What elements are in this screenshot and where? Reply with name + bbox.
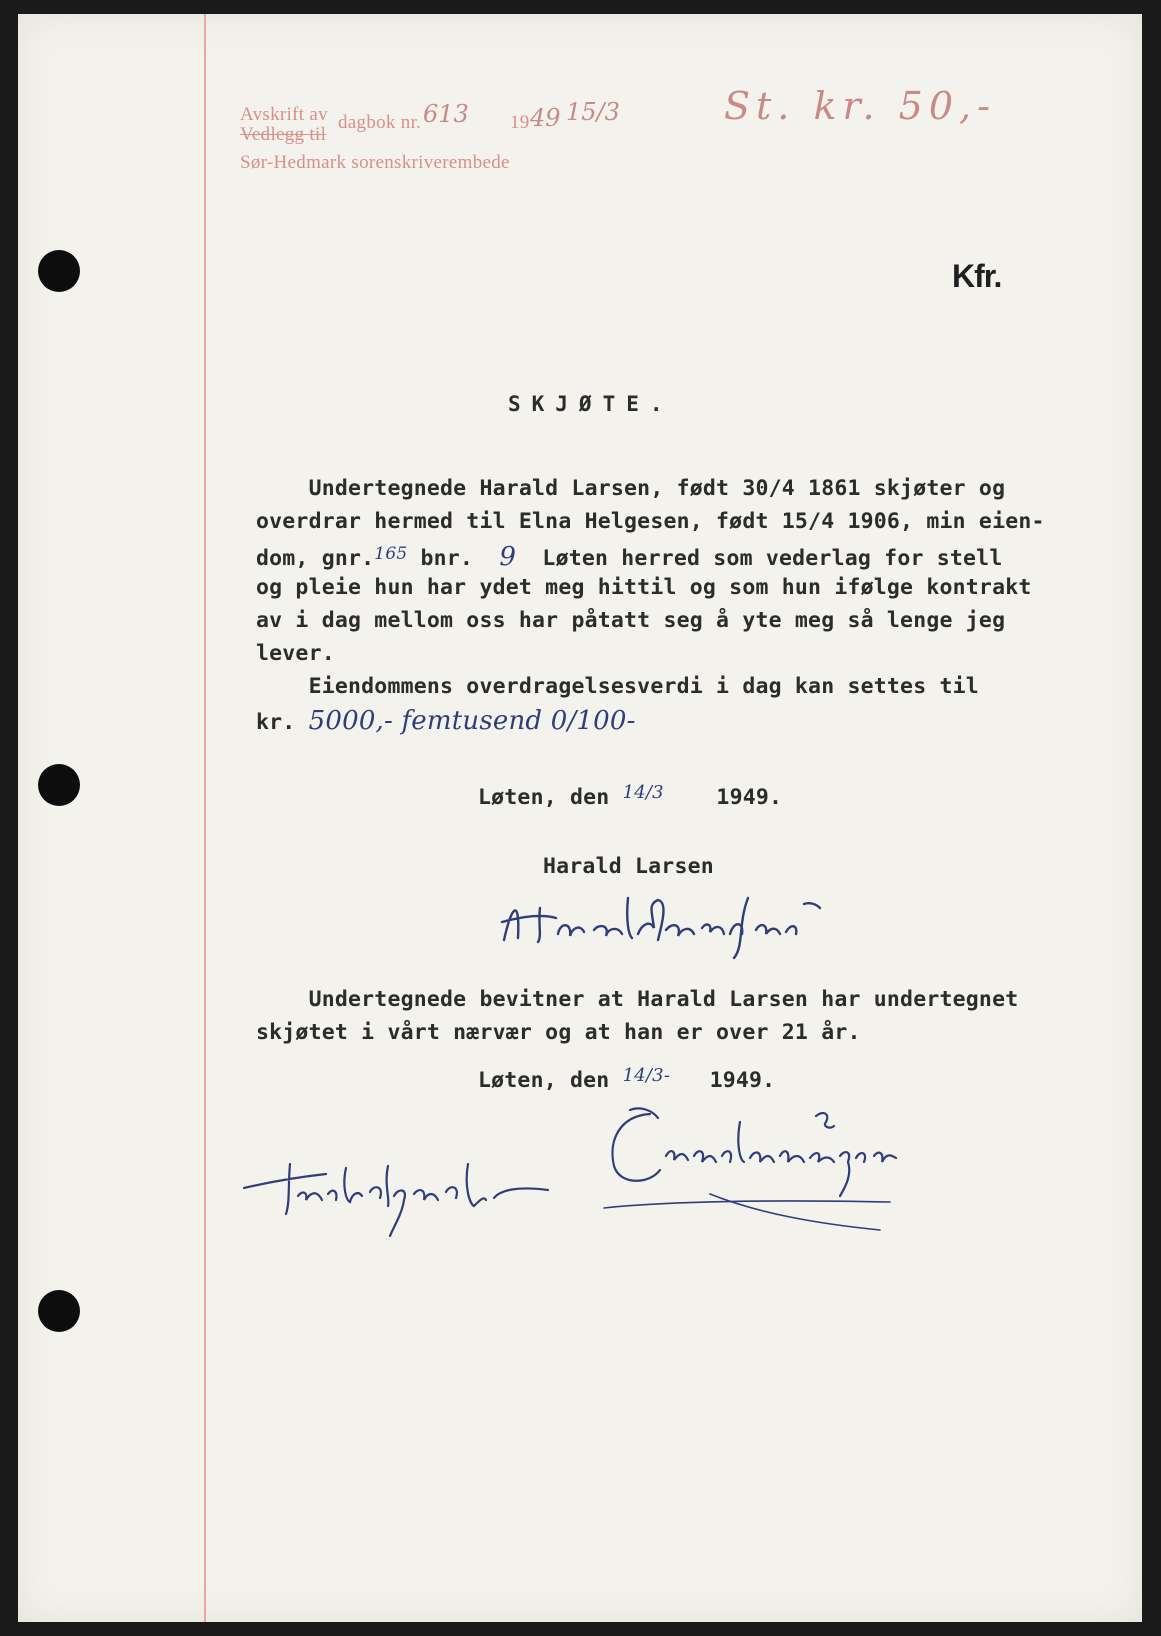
witness-line-1: Undertegnede bevitner at Harald Larsen har undertegnet [256,987,1019,1012]
witness-line-2: skjøtet i vårt nærvær og at han er over 21 år. [256,1020,861,1045]
document-title: SKJØTE. [508,392,674,416]
body-line-2: overdrar hermed til Elna Helgesen, født 15/4 1906, min eien- [256,509,1045,534]
date-fraction: 15/3 [566,98,620,126]
bnr-label: bnr. [407,546,474,571]
gnr-value: 165 [374,544,408,564]
dagbok-number: 613 [423,100,469,128]
punch-hole-top [38,250,80,292]
amount-handwritten: 5000,- femtusend 0/100- [308,706,636,736]
body-line-5: av i dag mellom oss har påtatt seg å yte meg så lenge jeg [256,608,1006,633]
amount-label: kr. [256,710,296,735]
punch-hole-bottom [38,1290,80,1332]
signer-typed-name: Harald Larsen [543,854,714,879]
stamp-prefix: Avskrift av [240,104,328,125]
date-line-1 [478,782,782,810]
signature-witness-2 [590,1100,930,1220]
stamp-year-prefix: 19 [510,112,530,133]
date-year-2: 1949. [709,1068,776,1093]
date-year-1: 1949. [716,785,783,810]
stamp-office-name: Sør-Hedmark sorenskriverembede [240,152,510,173]
stamp-dagbok-label: dagbok nr. [338,112,422,133]
date-day-2: 14/3- [622,1065,671,1086]
body-line-3 [256,542,1002,572]
gnr-label: dom, gnr. [256,546,375,571]
signature-witness-1 [238,1144,558,1244]
bnr-value: 9 [499,542,517,572]
year-suffix: 49 [530,104,561,132]
body-line-1: Undertegnede Harald Larsen, født 30/4 1861 skjøter og [256,476,1006,501]
body-line-3-rest: Løten herred som vederlag for stell [516,546,1003,571]
date-line-2 [478,1065,775,1093]
fee-note: St. kr. 50,- [724,84,996,128]
body-line-6: lever. [256,641,335,666]
signature-harald-larsen [498,884,838,964]
kfr-stamp: Kfr. [952,258,1002,294]
document-page [18,14,1142,1622]
body-line-8 [256,706,636,736]
margin-line [204,14,206,1622]
date-prefix-1: Løten, den [478,785,610,810]
date-prefix-2: Løten, den [478,1068,610,1093]
body-line-4: og pleie hun har ydet meg hittil og som hun ifølge kontrakt [256,575,1032,600]
date-day-1: 14/3 [622,782,664,803]
stamp-struck-text: Vedlegg til [240,124,327,145]
punch-hole-middle [38,764,80,806]
stamp-line-1 [240,104,328,126]
body-line-7: Eiendommens overdragelsesverdi i dag kan settes til [256,674,979,699]
